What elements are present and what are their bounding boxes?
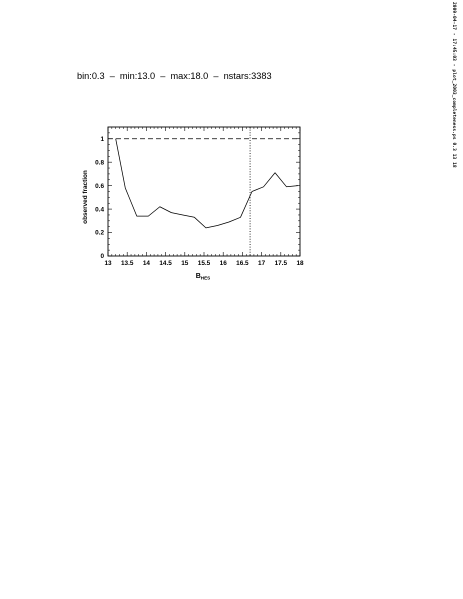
x-tick-label: 18 (296, 260, 304, 267)
x-tick-label: 15.5 (197, 260, 211, 267)
x-tick-label: 16.5 (236, 260, 249, 267)
x-tick-label: 17.5 (274, 260, 288, 267)
y-tick-label: 0.6 (95, 182, 104, 190)
y-tick-label: 0.4 (95, 206, 104, 214)
x-tick-label: 14 (142, 260, 150, 267)
x-axis-label-subscript: HES (200, 275, 211, 281)
x-tick-label: 17 (258, 260, 266, 267)
y-tick-label: 0.2 (95, 229, 104, 237)
chart-title: bin:0.3 – min:13.0 – max:18.0 – nstars:3383 (77, 71, 272, 81)
plot-frame (108, 127, 300, 256)
x-axis-label-main: B (195, 273, 201, 280)
y-axis-label: observed fraction (82, 170, 89, 224)
series-line (116, 139, 298, 228)
x-tick-label: 14.5 (159, 260, 172, 267)
x-tick-label: 13.5 (120, 260, 134, 267)
x-tick-label: 15 (181, 260, 189, 267)
y-tick-label: 0.8 (95, 159, 104, 167)
y-tick-label: 0 (100, 253, 104, 261)
y-tick-label: 1 (100, 135, 104, 143)
x-axis-label (196, 273, 211, 281)
plot-area (95, 127, 304, 267)
side-note: 2009-04-17 - 17:45:03 - plot_2003_completeness.ps 0.3 13 18 (451, 2, 456, 168)
x-tick-label: 16 (219, 260, 227, 267)
x-tick-label: 13 (104, 260, 112, 267)
